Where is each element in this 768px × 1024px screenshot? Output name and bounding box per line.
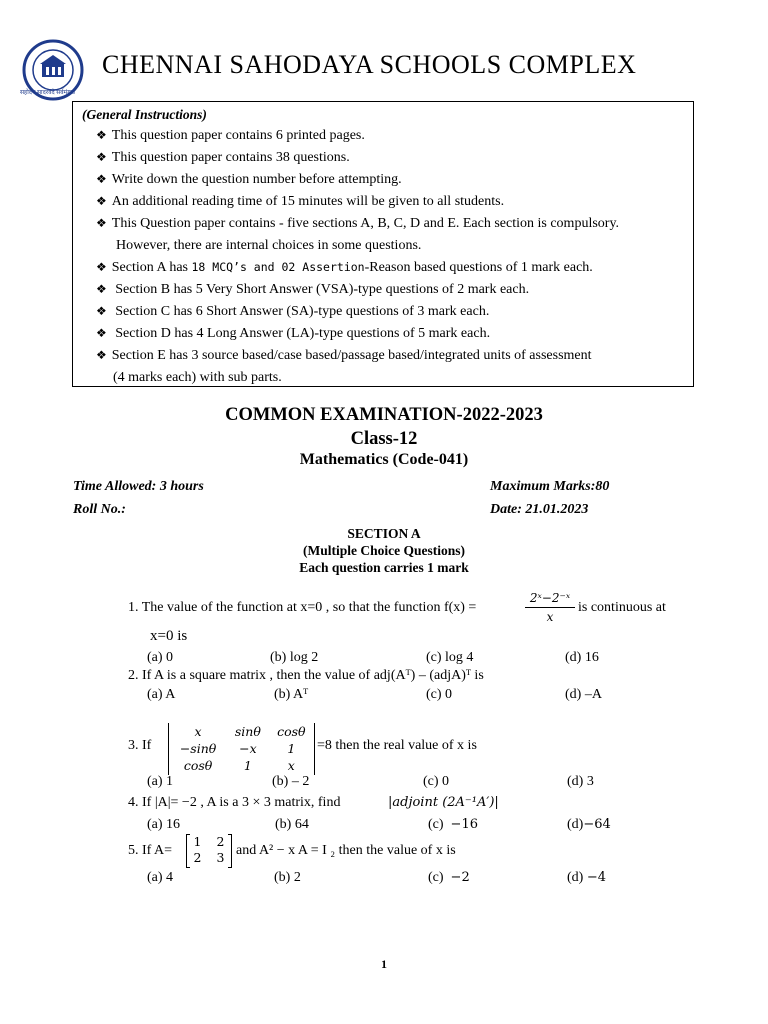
roll-number: Roll No.: xyxy=(73,502,126,517)
instruction-item: ❖ Section D has 4 Long Answer (LA)-type questions of 5 mark each. xyxy=(96,326,491,341)
instruction-item: ❖ Section C has 6 Short Answer (SA)-type questions of 3 mark each. xyxy=(96,304,490,319)
instruction-item: ❖ Section B has 5 Very Short Answer (VSA)-type questions of 2 mark each. xyxy=(96,282,530,297)
question-4-option-d: (d)−64 xyxy=(567,817,611,832)
instruction-item: ❖ An additional reading time of 15 minutes will be given to all students. xyxy=(96,194,505,209)
question-5-prefix: 5. If A= xyxy=(128,843,173,858)
exam-class: Class-12 xyxy=(350,429,418,449)
school-logo xyxy=(18,37,88,107)
exam-subject: Mathematics (Code-041) xyxy=(299,451,469,468)
section-marks: Each question carries 1 mark xyxy=(299,560,469,575)
question-2-option-d: (d) –A xyxy=(565,687,602,702)
question-3-suffix: =8 then the real value of x is xyxy=(317,738,477,753)
question-5-matrix: 1 2 2 3 xyxy=(186,834,232,868)
instruction-item: ❖ This Question paper contains - five sections A, B, C, D and E. Each section is compulsory. xyxy=(96,216,620,231)
section-type: (Multiple Choice Questions) xyxy=(303,543,465,558)
maximum-marks: Maximum Marks:80 xyxy=(490,479,610,494)
question-3-option-a: (a) 1 xyxy=(147,774,174,789)
question-1-option-a: (a) 0 xyxy=(147,650,174,665)
question-4-option-c: (c) −16 xyxy=(428,817,478,832)
instruction-item: ❖ Write down the question number before attempting. xyxy=(96,172,402,187)
question-2-option-c: (c) 0 xyxy=(426,687,453,702)
question-1-text: 1. The value of the function at x=0 , so that the function f(x) = xyxy=(128,600,477,615)
question-5-option-d: (d) −4 xyxy=(567,870,606,885)
question-5-option-b: (b) 2 xyxy=(274,870,301,885)
question-3-option-d: (d) 3 xyxy=(567,774,594,789)
instruction-item: ❖ This question paper contains 38 questions. xyxy=(96,150,350,165)
question-3-option-b: (b) – 2 xyxy=(272,774,310,789)
question-2-option-a: (a) A xyxy=(147,687,176,702)
exam-date: Date: 21.01.2023 xyxy=(490,502,589,517)
page-number: 1 xyxy=(381,957,387,971)
question-5-option-a: (a) 4 xyxy=(147,870,174,885)
section-name: SECTION A xyxy=(347,526,421,541)
time-allowed: Time Allowed: 3 hours xyxy=(73,479,204,494)
question-5-suffix: and A² − x A = I ₂ then the value of x is xyxy=(236,843,456,858)
question-2-option-b: (b) Aᵀ xyxy=(274,687,309,702)
question-2-text: 2. If A is a square matrix , then the value of adj(Aᵀ) – (adjA)ᵀ is xyxy=(128,668,484,683)
question-1-option-b: (b) log 2 xyxy=(270,650,319,665)
question-4-text: 4. If |A|= −2 , A is a 3 × 3 matrix, find xyxy=(128,795,341,810)
question-4-expression: |adjoint (2A⁻¹A′)| xyxy=(388,795,499,810)
question-5-option-c: (c) −2 xyxy=(428,870,470,885)
school-name: CHENNAI SAHODAYA SCHOOLS COMPLEX xyxy=(102,50,637,79)
question-1-text-cont: is continuous at xyxy=(578,600,666,615)
question-1-text-cont: x=0 is xyxy=(150,628,188,644)
logo-motto: सहोदय सादरवंदे सर्वमंगळ xyxy=(20,90,76,96)
instruction-item: ❖ Section A has 18 MCQ’s and 02 Assertion-Reason based questions of 1 mark each. xyxy=(96,260,593,275)
exam-title: COMMON EXAMINATION-2022-2023 xyxy=(225,405,543,425)
question-3-determinant: x sinθ cosθ −sinθ −x 1 cosθ 1 x xyxy=(168,723,315,775)
question-4-option-b: (b) 64 xyxy=(275,817,309,832)
question-1-option-d: (d) 16 xyxy=(565,650,599,665)
instruction-item: ❖ This question paper contains 6 printed pages. xyxy=(96,128,365,143)
instruction-item: ❖ Section E has 3 source based/case based/passage based/integrated units of assessment xyxy=(96,348,592,363)
instruction-continuation: (4 marks each) with sub parts. xyxy=(113,370,282,385)
question-3-prefix: 3. If xyxy=(128,738,152,753)
instruction-continuation: However, there are internal choices in some questions. xyxy=(116,238,422,253)
question-1-fraction: $\frac{\text{2ˣ−2⁻ˣ}}{x}$ xyxy=(525,591,575,624)
question-3-option-c: (c) 0 xyxy=(423,774,450,789)
question-1-option-c: (c) log 4 xyxy=(426,650,474,665)
instructions-title: (General Instructions) xyxy=(82,107,207,122)
question-4-option-a: (a) 16 xyxy=(147,817,181,832)
